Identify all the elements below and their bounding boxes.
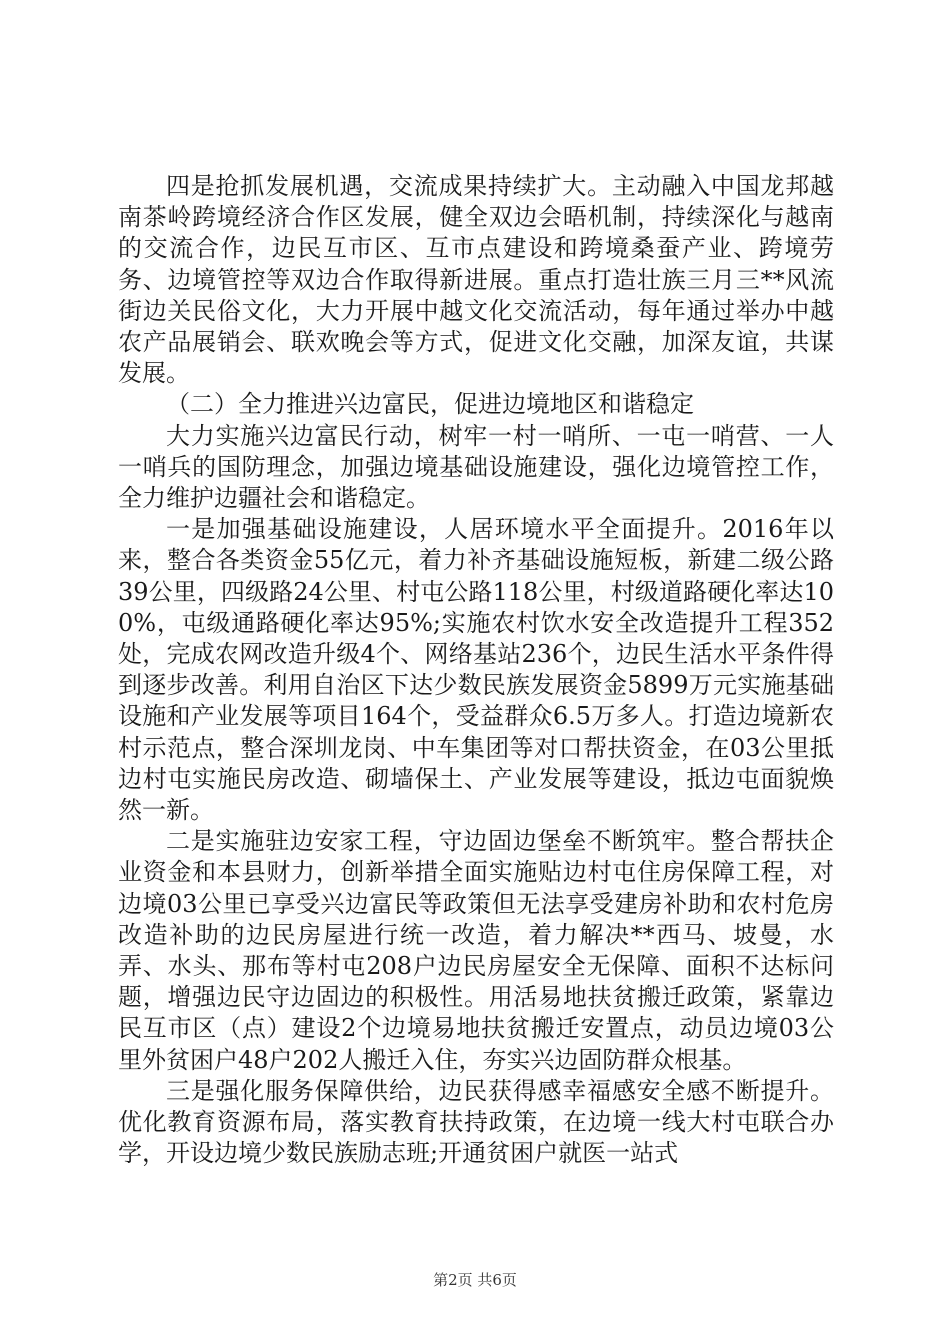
page-number-footer: 第2页 共6页	[433, 1271, 517, 1289]
paragraph-housing-project: 二是实施驻边安家工程，守边固边堡垒不断筑牢。整合帮扶企业资金和本县财力，创新举措全面实施贴边村屯住房保障工程，对边境03公里已享受兴边富民等政策但无法享受建房补助和农村危房改造补助的边民房屋进行统一改造，着力解决**西马、坡曼，水弄、水头、那布等村屯208户边民房屋安全无保障、面积不达标问题，增强边民守边固边的积极性。用活易地扶贫搬迁政策，紧靠边民互市区（点）建设2个边境易地扶贫搬迁安置点，动员边境03公里外贫困户48户202人搬迁入住，夯实兴边固防群众根基。	[118, 827, 834, 1074]
paragraph-cooperation-exchange: 四是抢抓发展机遇，交流成果持续扩大。主动融入中国龙邦越南茶岭跨境经济合作区发展，健全双边会晤机制，持续深化与越南的交流合作，边民互市区、互市点建设和跨境桑蚕产业、跨境劳务、边境管控等双边合作取得新进展。重点打造壮族三月三**风流街边关民俗文化，大力开展中越文化交流活动，每年通过举办中越农产品展销会、联欢晚会等方式，促进文化交融，加深友谊，共谋发展。	[118, 172, 834, 388]
section-heading-border-prosperity: （二）全力推进兴边富民，促进边境地区和谐稳定	[166, 390, 694, 419]
paragraph-border-action-intro: 大力实施兴边富民行动，树牢一村一哨所、一屯一哨营、一人一哨兵的国防理念，加强边境基础设施建设，强化边境管控工作，全力维护边疆社会和谐稳定。	[118, 421, 834, 513]
paragraph-infrastructure: 一是加强基础设施建设，人居环境水平全面提升。2016年以来，整合各类资金55亿元，着力补齐基础设施短板，新建二级公路39公里，四级路24公里、村屯公路118公里，村级道路硬化率达100%，屯级通路硬化率达95%;实施农村饮水安全改造提升工程352处，完成农网改造升级4个、网络基站236个，边民生活水平条件得到逐步改善。利用自治区下达少数民族发展资金5899万元实施基础设施和产业发展等项目164个，受益群众6.5万多人。打造边境新农村示范点，整合深圳龙岗、中车集团等对口帮扶资金，在03公里抵边村屯实施民房改造、砌墙保土、产业发展等建设，抵边屯面貌焕然一新。	[118, 515, 834, 825]
paragraph-service-guarantee: 三是强化服务保障供给，边民获得感幸福感安全感不断提升。优化教育资源布局，落实教育扶持政策，在边境一线大村屯联合办学，开设边境少数民族励志班;开通贫困户就医一站式	[118, 1076, 834, 1168]
document-body	[118, 171, 834, 1170]
